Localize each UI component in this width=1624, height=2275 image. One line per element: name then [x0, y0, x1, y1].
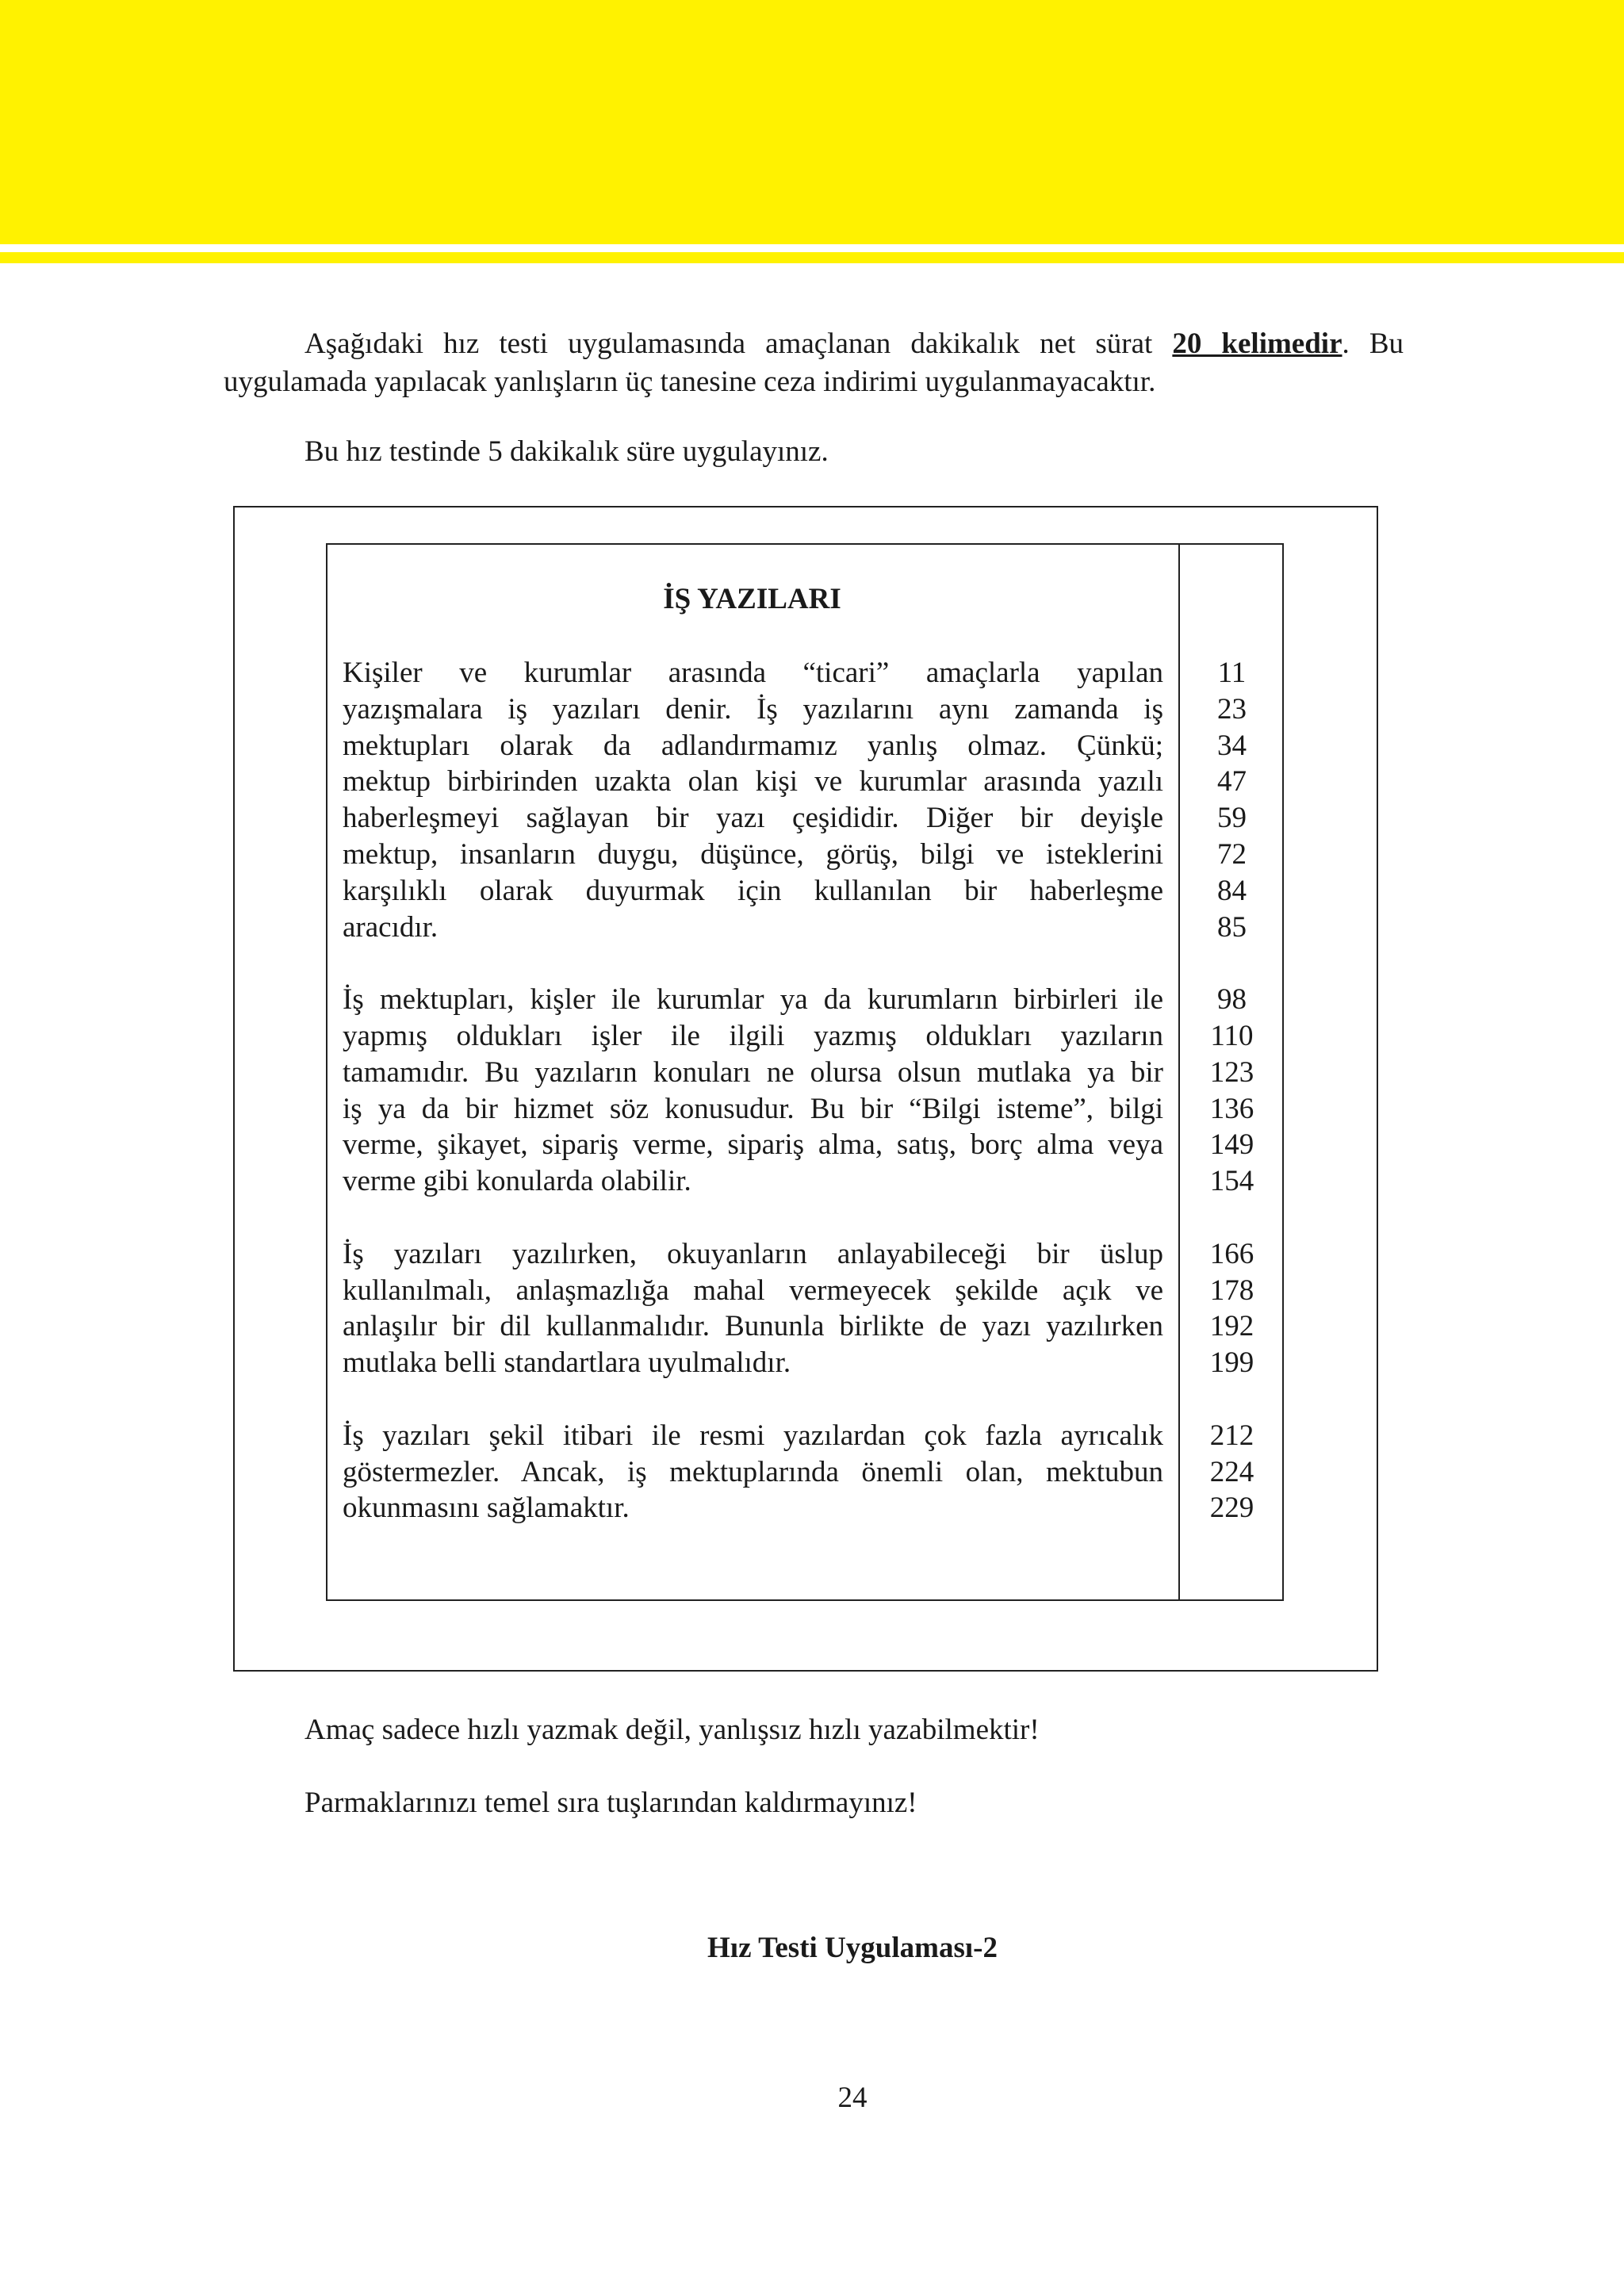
cumulative-word-count: 59 — [1217, 802, 1247, 835]
cumulative-word-count: 192 — [1209, 1310, 1254, 1343]
cumulative-word-count: 85 — [1217, 910, 1247, 944]
next-section-title: Hız Testi Uygulaması-2 — [707, 1932, 998, 1964]
text-line: İş mektupları, kişler ile kurumlar ya da kurumların birbirleri ile — [343, 983, 1163, 1017]
cumulative-word-count: 34 — [1217, 729, 1247, 762]
text-line: aracıdır. — [343, 910, 439, 944]
text-line: yapmış oldukları işler ile ilgili yazmış oldukları yazıların — [343, 1019, 1163, 1052]
text-line: anlaşılır bir dil kullanmalıdır. Bununla birlikte de yazı yazılırken — [343, 1310, 1163, 1343]
text-line: iş ya da bir hizmet söz konusudur. Bu bir “Bilgi isteme”, bilgi — [343, 1092, 1163, 1125]
text-line: İş yazıları yazılırken, okuyanların anlayabileceği bir üslup — [343, 1237, 1163, 1270]
cumulative-word-count: 72 — [1217, 837, 1247, 871]
word-count-group — [1180, 655, 1284, 945]
word-count-group — [1180, 982, 1284, 1200]
fingers-note: Parmaklarınızı temel sıra tuşlarından kaldırmayınız! — [304, 1787, 917, 1819]
header-stripe — [0, 252, 1624, 263]
exercise-text — [343, 655, 1163, 1563]
cumulative-word-count: 154 — [1209, 1165, 1254, 1198]
text-line: mektup, insanların duygu, düşünce, görüş, bilgi ve isteklerini — [343, 837, 1163, 871]
intro-paragraph — [224, 325, 1404, 401]
intro-text-after: . Bu uygulamada yapılacak yanlışların üç tanesine ceza indirimi uygulanmayacaktır. — [224, 327, 1404, 398]
exercise-title: İŞ YAZILARI — [663, 583, 841, 615]
exercise-paragraph — [343, 1418, 1163, 1526]
cumulative-word-count: 98 — [1217, 983, 1247, 1017]
cumulative-word-count: 11 — [1217, 657, 1247, 689]
text-line: göstermezler. Ancak, iş mektuplarında önemli olan, mektubun — [343, 1455, 1163, 1488]
word-count-group — [1180, 1418, 1284, 1526]
text-line: İş yazıları şekil itibari ile resmi yazılardan çok fazla ayrıcalık — [343, 1419, 1163, 1452]
cumulative-word-count: 199 — [1209, 1346, 1254, 1380]
cumulative-word-count: 212 — [1209, 1419, 1254, 1452]
exercise-paragraph — [343, 1236, 1163, 1381]
cumulative-word-count: 136 — [1209, 1092, 1254, 1125]
time-instruction: Bu hız testinde 5 dakikalık süre uygulayınız. — [304, 435, 829, 468]
text-line: tamamıdır. Bu yazıların konuları ne olursa olsun mutlaka ya bir — [343, 1055, 1163, 1089]
text-line: okunmasını sağlamaktır. — [343, 1492, 630, 1525]
exercise-paragraph — [343, 655, 1163, 945]
text-line: mutlaka belli standartlara uyulmalıdır. — [343, 1346, 791, 1380]
text-line: Kişiler ve kurumlar arasında “ticari” amaçlarla yapılan — [343, 657, 1163, 689]
text-line: mektupları olarak da adlandırmamız yanlış olmaz. Çünkü; — [343, 729, 1163, 762]
text-line: verme gibi konularda olabilir. — [343, 1165, 691, 1198]
cumulative-word-count: 84 — [1217, 874, 1247, 907]
word-count-group — [1180, 1236, 1284, 1381]
cumulative-word-count: 178 — [1209, 1273, 1254, 1307]
cumulative-word-count: 229 — [1209, 1492, 1254, 1525]
target-speed: 20 kelimedir — [1172, 327, 1342, 360]
cumulative-word-count: 224 — [1209, 1455, 1254, 1488]
text-line: verme, şikayet, sipariş verme, sipariş alma, satış, borç alma veya — [343, 1128, 1163, 1162]
page-number: 24 — [837, 2082, 868, 2114]
text-line: mektup birbirinden uzakta olan kişi ve kurumlar arasında yazılı — [343, 765, 1163, 799]
cumulative-word-count: 149 — [1209, 1128, 1254, 1162]
cumulative-word-count: 47 — [1217, 765, 1247, 799]
word-count-column — [1180, 655, 1284, 1563]
cumulative-word-count: 110 — [1210, 1019, 1254, 1052]
cumulative-word-count: 166 — [1209, 1237, 1254, 1270]
text-line: haberleşmeyi sağlayan bir yazı çeşididir. Diğer bir deyişle — [343, 802, 1163, 835]
text-line: kullanılmalı, anlaşmazlığa mahal vermeyecek şekilde açık ve — [343, 1273, 1163, 1307]
header-band — [0, 0, 1624, 244]
cumulative-word-count: 23 — [1217, 692, 1247, 726]
exercise-paragraph — [343, 982, 1163, 1200]
goal-note: Amaç sadece hızlı yazmak değil, yanlışsız hızlı yazabilmektir! — [304, 1714, 1040, 1746]
text-line: karşılıklı olarak duyurmak için kullanılan bir haberleşme — [343, 874, 1163, 907]
cumulative-word-count: 123 — [1209, 1055, 1254, 1089]
intro-text-before: Aşağıdaki hız testi uygulamasında amaçlanan dakikalık net sürat — [304, 327, 1173, 360]
text-line: yazışmalara iş yazıları denir. İş yazılarını aynı zamanda iş — [343, 692, 1163, 726]
